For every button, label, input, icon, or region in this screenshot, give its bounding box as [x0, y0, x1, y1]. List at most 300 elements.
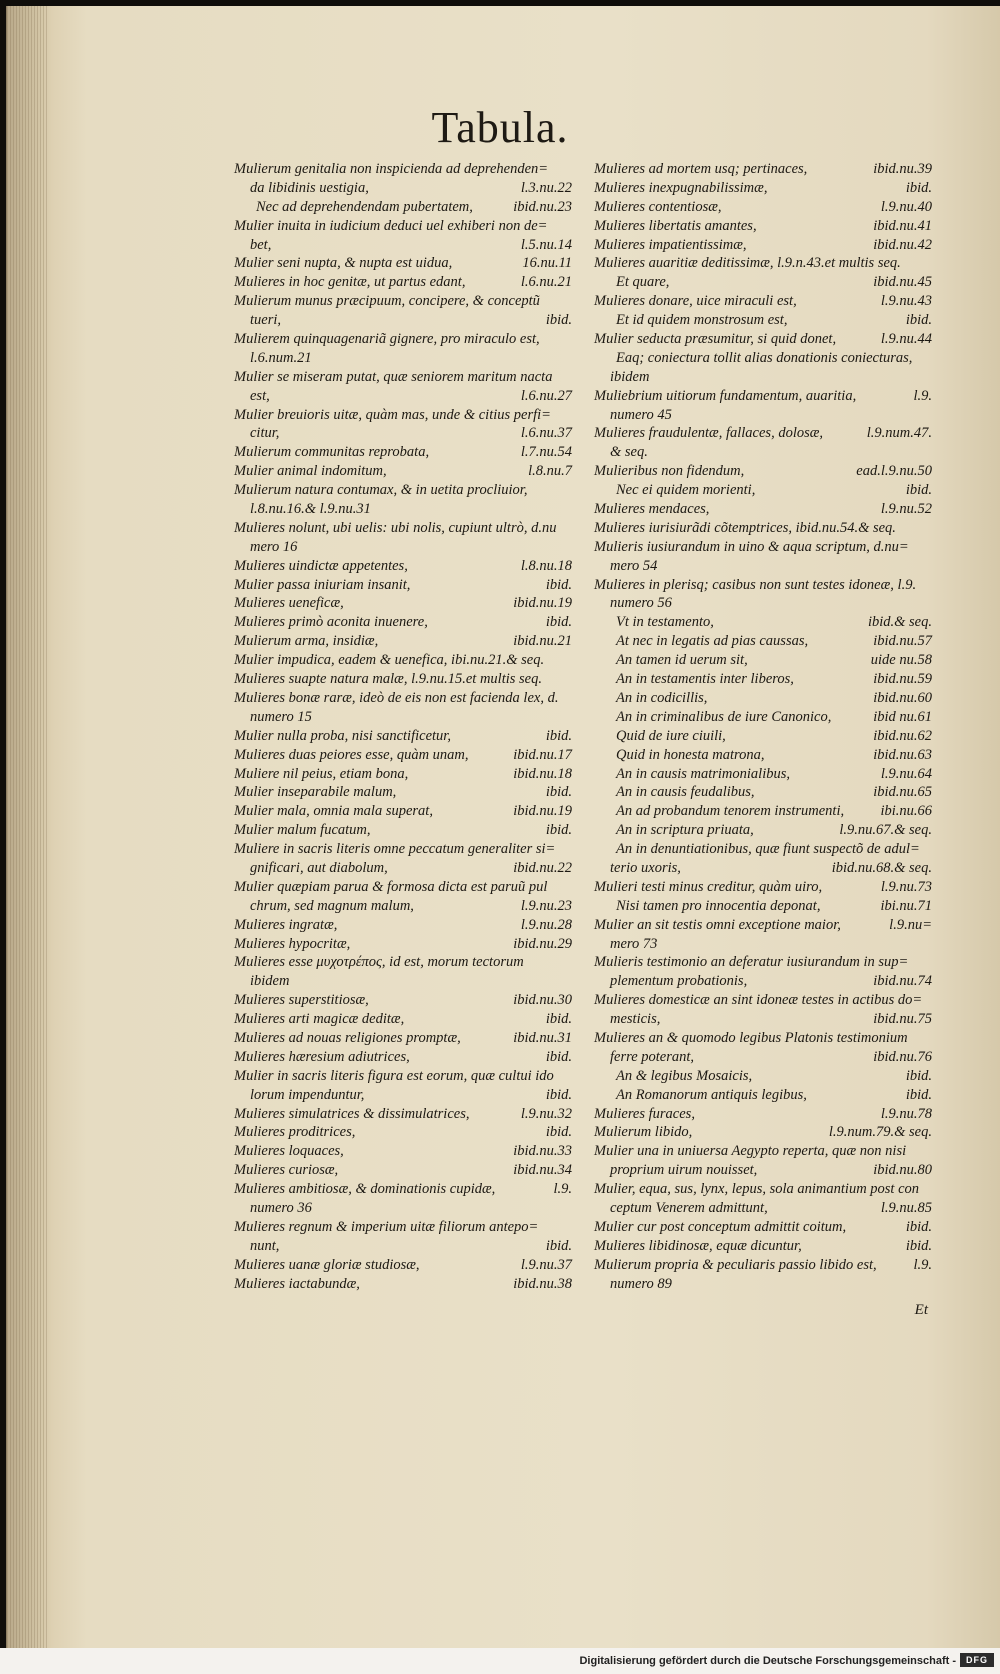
- entry-reference: l.6.nu.37: [520, 425, 572, 442]
- entry-text: Mulier seni nupta, & nupta est uidua,: [234, 255, 453, 272]
- index-entry-line: [594, 292, 932, 311]
- entry-text: Mulieres regnum & imperium uitæ filiorum antepo=: [234, 1218, 539, 1235]
- page-gutter-edge: [7, 6, 47, 1648]
- index-entry-line: [594, 651, 932, 670]
- index-entry-line: [594, 217, 932, 236]
- footer-credit-text: Digitalisierung gefördert durch die Deutsche Forschungsgemeinschaft -: [579, 1655, 956, 1667]
- entry-text: Mulieres auaritiæ deditissimæ, l.9.n.43.et multis seq.: [594, 255, 901, 272]
- index-entry-line: [234, 481, 572, 500]
- entry-text: Mulier impudica, eadem & uenefica, ibi.nu.21.& seq.: [234, 652, 545, 669]
- index-entry-line: [594, 160, 932, 179]
- index-entry-line: [234, 1237, 572, 1256]
- entry-reference: ibid.nu.18: [513, 765, 572, 782]
- index-entry: [234, 1105, 572, 1124]
- entry-text: Mulieres uanæ gloriæ studiosæ,: [234, 1256, 420, 1273]
- entry-reference: ibid.: [545, 822, 572, 839]
- entry-text: Mulierum genitalia non inspicienda ad deprehenden=: [234, 161, 549, 177]
- entry-reference: ibid.: [545, 784, 572, 801]
- entry-reference: l.6.nu.27: [520, 387, 572, 404]
- index-entry: [594, 1029, 932, 1067]
- entry-text: Mulieres bonæ raræ, ideò de eis non est facienda lex, d.: [234, 689, 559, 706]
- index-entry-line: [234, 387, 572, 406]
- index-entry: [234, 765, 572, 784]
- entry-reference: ibid.nu.68.& seq.: [831, 859, 932, 876]
- entry-reference: ibi.nu.66: [880, 803, 932, 820]
- index-entry: [234, 689, 572, 727]
- entry-text: Mulieres in hoc genitæ, ut partus edant,: [234, 274, 466, 291]
- entry-reference: ibid.nu.38: [513, 1275, 572, 1292]
- index-entry: [234, 1048, 572, 1067]
- index-entry-line: [594, 1275, 932, 1294]
- entry-reference: ibid.nu.41: [873, 217, 932, 234]
- index-entry: [234, 481, 572, 519]
- index-entry: [234, 1010, 572, 1029]
- index-entry: [594, 217, 932, 236]
- entry-reference: l.8.nu.18: [520, 557, 572, 574]
- entry-reference: ibid.nu.75: [873, 1011, 932, 1028]
- index-entry-line: [234, 1161, 572, 1180]
- index-entry: [594, 481, 932, 500]
- entry-reference: ibid.nu.39: [873, 161, 932, 177]
- entry-text: Muliere nil peius, etiam bona,: [234, 765, 409, 782]
- index-entry-line: [594, 406, 932, 425]
- index-entry-line: [234, 160, 572, 179]
- entry-reference: ibid.nu.30: [513, 992, 572, 1009]
- index-entry-line: [594, 972, 932, 991]
- entry-text: Mulieres mendaces,: [594, 501, 710, 518]
- index-entry: [594, 840, 932, 878]
- entry-text: Mulier cur post conceptum admittit coitum,: [594, 1218, 847, 1235]
- entry-text: ibidem: [250, 973, 290, 990]
- index-entry: [594, 783, 932, 802]
- entry-text: Mulieres ad mortem usq; pertinaces,: [594, 161, 808, 177]
- entry-text: Mulieres nolunt, ubi uelis: ubi nolis, cupiunt ultrò, d.nu: [234, 519, 557, 536]
- entry-reference: ibid.nu.22: [513, 859, 572, 876]
- index-entry-line: [594, 859, 932, 878]
- index-entry: [234, 462, 572, 481]
- index-entry-line: [594, 1180, 932, 1199]
- index-entry-line: [594, 311, 932, 330]
- index-entry-line: [234, 1029, 572, 1048]
- entry-text: Et quare,: [616, 274, 670, 291]
- index-entry-line: [234, 1086, 572, 1105]
- index-entry: [234, 651, 572, 670]
- entry-text: An in scriptura priuata,: [616, 822, 754, 839]
- index-entry: [234, 783, 572, 802]
- index-entry: [234, 519, 572, 557]
- entry-text: numero 15: [250, 708, 312, 725]
- entry-text: Mulieres contentiosæ,: [594, 198, 722, 215]
- index-entry-line: [234, 368, 572, 387]
- entry-text: Mulier breuioris uitæ, quàm mas, unde & citius perfi=: [234, 406, 551, 423]
- index-entry-line: [234, 1199, 572, 1218]
- entry-text: tueri,: [250, 312, 282, 329]
- index-entry: [234, 368, 572, 406]
- entry-reference: l.9.num.79.& seq.: [828, 1124, 932, 1141]
- index-entry: [594, 387, 932, 425]
- index-entry-line: [594, 632, 932, 651]
- index-entry: [594, 1123, 932, 1142]
- index-entry: [594, 765, 932, 784]
- index-entry: [594, 1180, 932, 1218]
- entry-reference: ibid.: [905, 1218, 932, 1235]
- entry-text: An in causis feudalibus,: [616, 784, 755, 801]
- entry-reference: l.9.nu.52: [880, 501, 932, 518]
- index-entry-line: [594, 916, 932, 935]
- index-entry-line: [234, 1123, 572, 1142]
- entry-reference: ibid.nu.60: [873, 689, 932, 706]
- entry-text: Mulieres donare, uice miraculi est,: [594, 293, 797, 310]
- entry-reference: ibid.& seq.: [867, 614, 932, 631]
- entry-text: Mulieres impatientissimæ,: [594, 236, 747, 253]
- entry-text: Mulier inseparabile malum,: [234, 784, 397, 801]
- entry-text: Mulieres an & quomodo legibus Platonis testimonium: [594, 1029, 908, 1046]
- index-entry: [594, 821, 932, 840]
- entry-text: Mulier nulla proba, nisi sanctificetur,: [234, 727, 451, 744]
- entry-reference: l.9.nu.67.& seq.: [839, 822, 932, 839]
- entry-reference: ibid.nu.42: [873, 236, 932, 253]
- entry-text: Mulieres duas peiores esse, quàm unam,: [234, 746, 469, 763]
- index-entry: [234, 576, 572, 595]
- index-entry: [234, 840, 572, 878]
- index-entry-line: [234, 311, 572, 330]
- index-entry: [594, 236, 932, 255]
- entry-reference: ibid.nu.34: [513, 1162, 572, 1179]
- index-entry-line: [234, 557, 572, 576]
- entry-reference: ibid.: [545, 1086, 572, 1103]
- entry-text: Eaq; coniectura tollit alias donationis coniecturas,: [616, 349, 913, 366]
- index-entry: [594, 538, 932, 576]
- index-entry-line: [234, 613, 572, 632]
- entry-text: Mulierum communitas reprobata,: [234, 444, 430, 461]
- index-entry: [234, 443, 572, 462]
- index-entry: [594, 746, 932, 765]
- index-entry: [234, 292, 572, 330]
- index-entry-line: [234, 594, 572, 613]
- index-entry-line: [594, 1142, 932, 1161]
- entry-text: ferre poterant,: [610, 1048, 695, 1065]
- index-entry: [234, 1180, 572, 1218]
- entry-reference: ibid.nu.63: [873, 746, 932, 763]
- index-entry-line: [594, 179, 932, 198]
- entry-text: Mulierem quinquagenariã gignere, pro miraculo est,: [234, 331, 540, 348]
- index-entry: [594, 991, 932, 1029]
- entry-reference: l.5.nu.14: [520, 236, 572, 253]
- entry-text: Mulieres loquaces,: [234, 1143, 344, 1160]
- entry-reference: ibid.nu.19: [513, 803, 572, 820]
- entry-reference: ibid.: [905, 312, 932, 329]
- entry-text: Mulieres hæresium adiutrices,: [234, 1048, 410, 1065]
- entry-text: Nec ei quidem morienti,: [616, 482, 756, 499]
- index-entry-line: [234, 859, 572, 878]
- index-entry-line: [594, 519, 932, 538]
- entry-reference: ibi.nu.71: [880, 897, 932, 914]
- dfg-logo: DFG: [960, 1653, 994, 1667]
- entry-text: Mulieres ambitiosæ, & dominationis cupidæ,: [234, 1181, 496, 1198]
- entry-text: chrum, sed magnum malum,: [250, 897, 414, 914]
- index-entry: [594, 953, 932, 991]
- index-entry: [594, 424, 932, 462]
- entry-reference: l.9.nu.85: [880, 1199, 932, 1216]
- index-entry-line: [234, 1067, 572, 1086]
- entry-text: Mulieres simulatrices & dissimulatrices,: [234, 1105, 470, 1122]
- entry-text: terio uxoris,: [610, 859, 681, 876]
- entry-text: Mulier quæpiam parua & formosa dicta est paruũ pul: [234, 878, 548, 895]
- index-entry: [594, 349, 932, 387]
- entry-reference: ibid.: [905, 1086, 932, 1103]
- entry-text: Mulieres ad nouas religiones promptæ,: [234, 1029, 461, 1046]
- index-entry-line: [594, 481, 932, 500]
- digitization-footer: [0, 1648, 1000, 1674]
- index-entry-line: [234, 1256, 572, 1275]
- entry-text: Mulier inuita in iudicium deduci uel exhiberi non de=: [234, 217, 548, 234]
- entry-reference: l.9.nu.43: [880, 293, 932, 310]
- index-entry-line: [234, 330, 572, 349]
- entry-text: Mulieres ingratæ,: [234, 916, 338, 933]
- index-entry: [594, 708, 932, 727]
- index-entry-line: [594, 1237, 932, 1256]
- index-entry-line: [234, 292, 572, 311]
- entry-text: & seq.: [610, 444, 648, 461]
- entry-text: An in criminalibus de iure Canonico,: [616, 708, 832, 725]
- entry-text: da libidinis uestigia,: [250, 179, 369, 196]
- entry-text: An Romanorum antiquis legibus,: [616, 1086, 807, 1103]
- entry-reference: l.9.nu.40: [880, 198, 932, 215]
- entry-text: Mulieres in plerisq; casibus non sunt testes idoneæ, l.9.: [594, 576, 917, 593]
- index-entry: [594, 1237, 932, 1256]
- entry-text: Mulier malum fucatum,: [234, 822, 371, 839]
- index-entry: [594, 1256, 932, 1294]
- index-entry: [234, 953, 572, 991]
- index-entry-line: [594, 1010, 932, 1029]
- index-entry-line: [594, 708, 932, 727]
- entry-reference: ibid.nu.17: [513, 746, 572, 763]
- index-entry-line: [234, 670, 572, 689]
- index-entry: [594, 576, 932, 614]
- index-entry: [594, 897, 932, 916]
- index-entry-line: [234, 462, 572, 481]
- entry-reference: l.9.: [553, 1181, 572, 1198]
- index-entry: [234, 330, 572, 368]
- entry-reference: l.9.nu.28: [520, 916, 572, 933]
- index-entry-line: [234, 236, 572, 255]
- index-entry: [234, 1161, 572, 1180]
- entry-reference: l.3.nu.22: [520, 179, 572, 196]
- index-entry-line: [594, 368, 932, 387]
- index-entry: [594, 727, 932, 746]
- entry-text: Mulier se miseram putat, quæ seniorem maritum nacta: [234, 368, 553, 385]
- index-entry-line: [594, 1123, 932, 1142]
- entry-text: Nec ad deprehendendam pubertatem,: [256, 198, 473, 215]
- entry-text: Mulierum libido,: [594, 1124, 693, 1141]
- index-entry-line: [234, 254, 572, 273]
- entry-text: numero 45: [610, 406, 672, 423]
- index-entry: [234, 1275, 572, 1294]
- entry-reference: l.7.nu.54: [520, 444, 572, 461]
- index-entry: [594, 1086, 932, 1105]
- entry-text: Mulier in sacris literis figura est eorum, quæ cultui ido: [234, 1067, 554, 1084]
- entry-text: Mulieres suapte natura malæ, l.9.nu.15.et multis seq.: [234, 671, 542, 688]
- index-entry: [594, 1067, 932, 1086]
- index-entry-line: [234, 821, 572, 840]
- entry-text: est,: [250, 387, 270, 404]
- entry-text: Mulierum natura contumax, & in uetita procliuior,: [234, 482, 528, 499]
- entry-reference: ibid.: [905, 1067, 932, 1084]
- index-entry-line: [234, 424, 572, 443]
- index-entry: [594, 330, 932, 349]
- index-entry-line: [594, 236, 932, 255]
- entry-text: Mulierum munus præcipuum, concipere, & conceptũ: [234, 293, 540, 310]
- index-entry: [594, 651, 932, 670]
- entry-text: ceptum Venerem admittunt,: [610, 1199, 768, 1216]
- index-entry: [234, 878, 572, 916]
- index-entry-line: [234, 538, 572, 557]
- entry-text: mero 73: [610, 935, 658, 952]
- index-entry: [234, 670, 572, 689]
- index-entry-line: [594, 802, 932, 821]
- entry-reference: ibid.nu.76: [873, 1048, 932, 1065]
- index-entry-line: [594, 613, 932, 632]
- index-entry: [594, 273, 932, 292]
- index-entry-line: [594, 387, 932, 406]
- entry-text: An in denuntiationibus, quæ fiunt suspectõ de adul=: [616, 841, 920, 858]
- entry-reference: l.8.nu.7: [528, 463, 572, 480]
- entry-text: Mulieris iusiurandum in uino & aqua scriptum, d.nu=: [594, 538, 909, 555]
- entry-text: Mulier, equa, sus, lynx, lepus, sola animantium post con: [594, 1181, 920, 1198]
- index-entry-line: [594, 500, 932, 519]
- index-entry: [594, 198, 932, 217]
- index-entry-line: [234, 689, 572, 708]
- index-entry-line: [234, 632, 572, 651]
- index-entry: [594, 632, 932, 651]
- index-entry: [234, 1029, 572, 1048]
- index-entry-line: [234, 897, 572, 916]
- index-entry-line: [234, 916, 572, 935]
- entry-reference: ibid.nu.31: [513, 1029, 572, 1046]
- entry-text: Quid de iure ciuili,: [616, 727, 726, 744]
- entry-text: Mulier mala, omnia mala superat,: [234, 803, 433, 820]
- entry-reference: l.9.nu.37: [520, 1256, 572, 1273]
- entry-text: Mulieres superstitiosæ,: [234, 992, 369, 1009]
- entry-text: At nec in legatis ad pias caussas,: [616, 633, 809, 650]
- index-entry-line: [234, 1048, 572, 1067]
- entry-reference: l.9.nu.78: [880, 1105, 932, 1122]
- index-entry: [594, 613, 932, 632]
- entry-text: Mulieribus non fidendum,: [594, 463, 745, 480]
- entry-text: Mulieres inexpugnabilissimæ,: [594, 179, 768, 196]
- entry-reference: ibid.nu.33: [513, 1143, 572, 1160]
- index-entry: [594, 519, 932, 538]
- entry-reference: l.9.nu.64: [880, 765, 932, 782]
- entry-text: Mulieres furaces,: [594, 1105, 695, 1122]
- index-entry-line: [594, 198, 932, 217]
- index-entry-line: [594, 1105, 932, 1124]
- entry-text: citur,: [250, 425, 280, 442]
- index-entry-line: [594, 878, 932, 897]
- index-column-left: [234, 160, 572, 1293]
- entry-text: An in causis matrimonialibus,: [616, 765, 791, 782]
- entry-text: An in testamentis inter liberos,: [616, 671, 794, 688]
- entry-text: Mulierum arma, insidiæ,: [234, 633, 379, 650]
- entry-text: Mulieres proditrices,: [234, 1124, 356, 1141]
- entry-text: mero 16: [250, 538, 298, 555]
- index-entry-line: [594, 254, 932, 273]
- index-entry-line: [234, 991, 572, 1010]
- index-entry: [234, 406, 572, 444]
- index-entry: [594, 670, 932, 689]
- index-entry-line: [234, 783, 572, 802]
- entry-text: An tamen id uerum sit,: [616, 652, 748, 669]
- index-entry-line: [594, 1256, 932, 1275]
- entry-text: Mulier passa iniuriam insanit,: [234, 576, 411, 593]
- index-entry: [234, 594, 572, 613]
- index-entry: [594, 1105, 932, 1124]
- entry-reference: ibid.: [545, 1237, 572, 1254]
- entry-text: Mulieris testimonio an deferatur iusiurandum in sup=: [594, 954, 909, 971]
- index-entry-line: [234, 727, 572, 746]
- index-entry-line: [234, 273, 572, 292]
- index-entry: [234, 1218, 572, 1256]
- entry-text: lorum impenduntur,: [250, 1086, 365, 1103]
- entry-text: An ad probandum tenorem instrumenti,: [616, 803, 845, 820]
- index-entry: [594, 916, 932, 954]
- index-entry-line: [594, 689, 932, 708]
- index-entry-line: [594, 1029, 932, 1048]
- entry-reference: ead.l.9.nu.50: [856, 463, 932, 480]
- entry-reference: ibid.: [905, 179, 932, 196]
- index-entry-line: [594, 443, 932, 462]
- entry-text: Nisi tamen pro innocentia deponat,: [616, 897, 821, 914]
- index-entry: [234, 727, 572, 746]
- index-entry-line: [234, 179, 572, 198]
- entry-reference: ibid.nu.59: [873, 671, 932, 688]
- index-entry-line: [234, 953, 572, 972]
- entry-text: l.8.nu.16.& l.9.nu.31: [250, 501, 371, 518]
- index-entry: [234, 1123, 572, 1142]
- entry-text: plementum probationis,: [610, 973, 748, 990]
- index-entry: [594, 462, 932, 481]
- index-entry: [594, 1142, 932, 1180]
- index-entry-line: [594, 330, 932, 349]
- index-entry-line: [234, 406, 572, 425]
- index-entry-line: [594, 727, 932, 746]
- index-entry-line: [594, 783, 932, 802]
- index-entry-line: [234, 1105, 572, 1124]
- entry-reference: ibid nu.61: [873, 708, 932, 725]
- index-entry-line: [594, 273, 932, 292]
- index-entry: [594, 689, 932, 708]
- entry-reference: ibid.nu.62: [873, 727, 932, 744]
- index-entry-line: [594, 424, 932, 443]
- index-entry: [594, 878, 932, 897]
- index-entry-line: [594, 840, 932, 859]
- entry-text: ibidem: [610, 368, 650, 385]
- index-entry-line: [594, 746, 932, 765]
- index-entry: [234, 613, 572, 632]
- index-entry-line: [594, 1086, 932, 1105]
- entry-text: proprium uirum nouisset,: [610, 1162, 758, 1179]
- entry-reference: l.9.: [913, 387, 932, 404]
- index-entry-line: [594, 349, 932, 368]
- index-entry: [234, 254, 572, 273]
- entry-reference: l.9.nu.73: [880, 878, 932, 895]
- index-entry: [594, 292, 932, 311]
- index-entry-line: [234, 500, 572, 519]
- entry-text: Et id quidem monstrosum est,: [616, 312, 788, 329]
- index-entry-line: [234, 765, 572, 784]
- entry-reference: l.6.nu.21: [520, 274, 572, 291]
- index-entry: [234, 1256, 572, 1275]
